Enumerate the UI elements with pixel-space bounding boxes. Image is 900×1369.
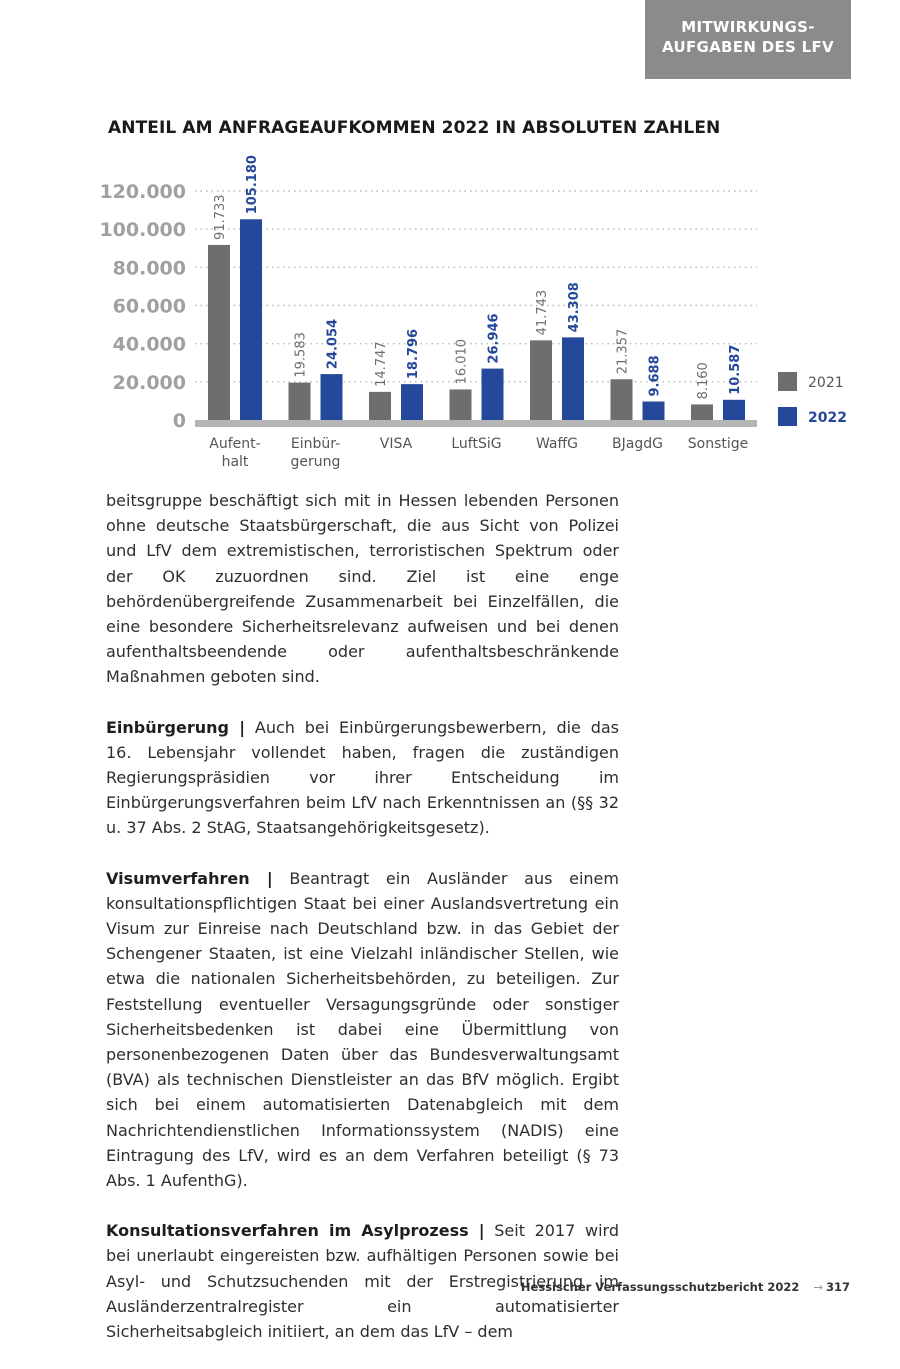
data-label: 9.688 (647, 355, 663, 397)
legend-swatch-2021 (778, 372, 797, 391)
paragraph-heading: Einbürgerung | (106, 717, 246, 737)
x-tick-label: Sonstige (687, 436, 749, 452)
data-label: 18.796 (406, 328, 421, 380)
data-label: 91.733 (213, 194, 228, 240)
data-label: 19.583 (293, 332, 309, 378)
x-tick-label: Einbür- (290, 436, 341, 452)
paragraph-einbuergerung (106, 715, 619, 841)
page-footer (521, 1280, 850, 1294)
bar-2021-6 (691, 404, 713, 420)
data-label: 8.160 (696, 362, 711, 400)
paragraph-intro-text: beitsgruppe beschäftigt sich mit in Hessen lebenden Personen ohne deutsche Staatsbürgerschaft, die aus Sicht von Polizei und LfV dem extremistischen, terroristischen Spektrum oder der OK zuzuordnen sind. Ziel ist eine enge behördenübergreifende Zusammenarbeit bei Einzelfällen, die eine besondere Sicherheitsrelevanz aufweisen und bei denen aufenthaltsbeendende oder aufenthaltsbeschränkende Maßnahmen geboten sind. (106, 491, 619, 687)
bar-2022-2 (401, 384, 423, 420)
bar-2022-1 (321, 374, 343, 420)
data-label: 21.357 (615, 328, 631, 375)
paragraph-heading: Visumverfahren | (106, 868, 273, 888)
data-label: 10.587 (728, 344, 743, 395)
paragraph-visumverfahren (106, 866, 619, 1194)
x-tick-label: WaffG (535, 436, 579, 452)
legend-label: 2022 (808, 410, 847, 426)
bar-2021-3 (450, 389, 472, 420)
section-tag-line-1: MITWIRKUNGS- (681, 18, 815, 36)
y-tick-label: 120.000 (99, 181, 186, 203)
data-label: 43.308 (567, 282, 582, 333)
x-axis-baseline (195, 420, 757, 427)
x-tick-label: Aufent- (209, 436, 261, 452)
data-label: 24.054 (325, 318, 341, 370)
y-tick-label: 0 (172, 410, 186, 432)
paragraph-heading: Konsultationsverfahren im Asylprozess | (106, 1221, 485, 1241)
data-label: 41.743 (535, 289, 550, 336)
bar-2022-4 (562, 337, 584, 420)
y-tick-label: 60.000 (112, 295, 186, 318)
legend-label: 2021 (808, 375, 844, 391)
bar-2022-0 (240, 219, 262, 420)
bar-2021-1 (289, 383, 311, 420)
arrow-right-icon: → (813, 1280, 823, 1294)
y-tick-label: 100.000 (99, 219, 186, 242)
x-tick-label: halt (221, 454, 249, 470)
y-tick-label: 20.000 (112, 371, 186, 394)
section-tag-line-2: AUFGABEN DES LFV (662, 38, 834, 56)
report-title: Hessischer Verfassungsschutzbericht 2022 (520, 1280, 800, 1294)
legend-swatch-2022 (778, 407, 797, 426)
bar-2021-5 (611, 379, 633, 420)
data-label: 14.747 (374, 341, 389, 387)
bar-2022-5 (643, 402, 665, 420)
bar-2021-2 (369, 392, 391, 420)
bar-2021-4 (530, 340, 552, 420)
bar-2021-0 (208, 245, 230, 420)
paragraph-text: Seit 2017 wird bei unerlaubt eingereisten bzw. aufhältigen Personen sowie bei Asyl- und Schutzsuchenden mit der Erstregistrierung im Ausländerzentralregister ein automatisierter Sicherheitsabgleich initiiert, an dem das LfV – dem (106, 1221, 619, 1342)
chart-title: ANTEIL AM ANFRAGEAUFKOMMEN 2022 IN ABSOLUTEN ZAHLEN (108, 118, 721, 138)
bar-chart (0, 150, 900, 480)
data-label: 16.010 (454, 338, 470, 385)
section-tag (645, 0, 851, 79)
bar-2022-3 (482, 369, 504, 420)
bar-2022-6 (723, 400, 745, 420)
x-tick-label: BJagdG (612, 436, 663, 452)
x-tick-label: gerung (290, 454, 341, 470)
y-tick-label: 40.000 (112, 333, 186, 356)
data-label: 105.180 (245, 155, 260, 215)
body-text (106, 488, 619, 1369)
x-tick-label: LuftSiG (451, 436, 502, 452)
paragraph-text: Auch bei Einbürgerungsbewerbern, die das 16. Lebensjahr vollendet haben, fragen die zuständigen Regierungspräsidien vor ihrer Entscheidung im Einbürgerungsverfahren beim LfV nach Erkenntnissen an (§§ 32 u. 37 Abs. 2 StAG, Staatsangehörigkeitsgesetz). (106, 717, 620, 838)
x-tick-label: VISA (379, 436, 413, 452)
data-label: 26.946 (486, 313, 502, 364)
page-number: 317 (825, 1280, 850, 1294)
y-tick-label: 80.000 (112, 257, 186, 280)
paragraph-intro (106, 488, 619, 690)
paragraph-text: Beantragt ein Ausländer aus einem konsultationspflichtigen Staat bei einer Auslandsvertretung ein Visum zur Einreise nach Deutschland bzw. in das Gebiet der Schengener Staaten, ist eine Vielzahl inländischer Stellen, wie etwa die nationalen Sicherheitsbehörden, zu beteiligen. Zur Feststellung eventueller Versagungsgründe oder sonstiger Sicherheitsbedenken ist dabei eine Übermittlung von personenbezogenen Daten über das Bundesverwaltungsamt (BVA) als technischen Dienstleister an das BfV möglich. Ergibt sich bei einem automatisierten Datenabgleich mit dem Nachrichtendienstlichen Informationssystem (NADIS) eine Eintragung des LfV, wird es an dem Verfahren beteiligt (§ 73 Abs. 1 AufenthG). (106, 868, 619, 1191)
